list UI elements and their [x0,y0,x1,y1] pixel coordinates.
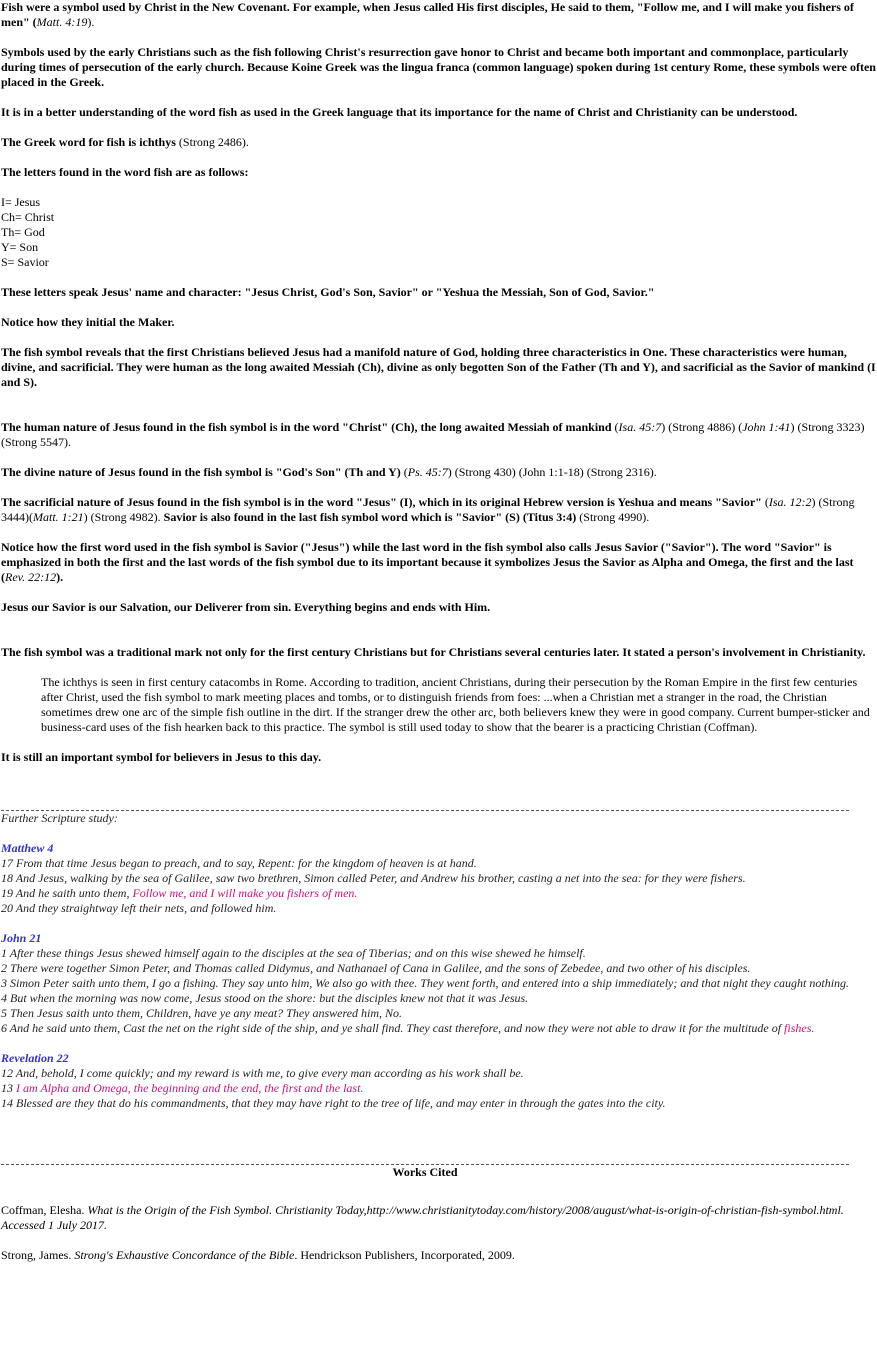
verse: 14 Blessed are they that do his commandments, that they may have right to the tree of life, and may enter in through the gates into the city. [1,1096,666,1110]
scripture-title-john: John 21 [1,931,42,945]
scripture-block-revelation [1,1051,877,1111]
paragraph-intro: Fish were a symbol used by Christ in the New Covenant. For example, when Jesus called His first disciples, He said to them, "Follow me, and I will make you fishers of men" (Matt. 4:19). [1,0,854,29]
strong-ref: (Strong 2486). [178,135,249,149]
paragraph-alpha-omega: Notice how the first word used in the fish symbol is Savior ("Jesus") while the last word in the fish symbol also calls Jesus Savior ("Savior"). The word "Savior" is emphasized in both the first and the last words of the fish symbol due to its important because it symbolizes Jesus the Savior as Alpha and Omega, the first and the last (Rev. 22:12). [1,540,854,584]
scripture-ref: Isa. 45:7 [618,420,662,434]
verse: 1 After these things Jesus shewed himself again to the disciples at the sea of Tiberias; and on this wise shewed he himself. [1,946,586,960]
verse: 5 Then Jesus saith unto them, Children, have ye any meat? They answered him, No. [1,1006,403,1020]
paragraph-greek-understanding: It is in a better understanding of the word fish as used in the Greek language that its importance for the name of Christ and Christianity can be understood. [1,105,798,119]
letters-list [1,195,877,270]
paragraph-symbols: Symbols used by the early Christians such as the fish following Christ's resurrection gave honor to Christ and became both important and commonplace, particularly during times of persecution of the early church. Because Koine Greek was the lingua franca (common language) spoken during 1st century Rome, these symbols were often placed in the Greek. [1,45,876,89]
verse: 12 And, behold, I come quickly; and my reward is with me, to give every man according as his work shall be. [1,1066,524,1080]
scripture-ref: Matt. 4:19 [36,15,88,29]
letter-item: I= Jesus [1,195,41,209]
highlighted-verse: Follow me, and I will make you fishers of men. [132,886,358,900]
verse: 2 There were together Simon Peter, and Thomas called Didymus, and Nathanael of Cana in Galilee, and the sons of Zebedee, and two other of his disciples. [1,961,751,975]
verse: 4 But when the morning was now come, Jesus stood on the shore: but the disciples knew not that it was Jesus. [1,991,529,1005]
citation-strong: Strong, James. Strong's Exhaustive Concordance of the Bible. Hendrickson Publishers, Incorporated, 2009. [1,1248,515,1262]
verse: 20 And they straightway left their nets, and followed him. [1,901,277,915]
scripture-ref: Matt. 1:21 [33,510,84,524]
verse: 13 I am Alpha and Omega, the beginning and the end, the first and the last. [1,1081,364,1095]
paragraph-manifold-nature: The fish symbol reveals that the first Christians believed Jesus had a manifold nature of God, holding three characteristics in One. These characteristics were human, divine, and sacrificial. They were human as the long awaited Messiah (Ch), divine as only begotten Son of the Father (Th and Y), and sacrificial as the Savior of mankind (I and S). [1,345,876,389]
paragraph-salvation: Jesus our Savior is our Salvation, our Deliverer from sin. Everything begins and ends with Him. [1,600,491,614]
scripture-ref: Isa. 12:2 [768,495,812,509]
letter-item: Ch= Christ [1,210,55,224]
highlighted-verse: I am Alpha and Omega, the beginning and the end, the first and the last. [16,1081,364,1095]
paragraph-initial-maker: Notice how they initial the Maker. [1,315,175,329]
blockquote-coffman: The ichthys is seen in first century catacombs in Rome. According to tradition, ancient Christians, during their persecution by the Roman Empire in the first few centuries after Christ, used the fish symbol to mark meeting places and tombs, or to distinguish friends from foes: ...when a Christian met a stranger in the road, the Christian sometimes drew one arc of the simple fish outline in the dirt. If the stranger drew the other arc, both believers knew they were in good company. Current bumper-sticker and business-card uses of the fish hearken back to this practice. The symbol is still used today to show that the bearer is a practicing Christian (Coffman). [41,675,870,734]
paragraph-greek-word: The Greek word for fish is ichthys (Strong 2486). [1,135,249,149]
scripture-ref: John 1:41 [742,420,791,434]
scripture-title-revelation: Revelation 22 [1,1051,69,1065]
citation-coffman: Coffman, Elesha. What is the Origin of the Fish Symbol. Christianity Today,http://www.christianitytoday.com/history/2008/august/what-is-origin-of-christian-fish-symbol.html. Accessed 1 July 2017. [1,1203,844,1232]
verse: 3 Simon Peter saith unto them, I go a fishing. They say unto him, We also go with thee. They went forth, and entered into a ship immediately; and that night they caught nothing. [1,976,850,990]
verse: 6 And he said unto them, Cast the net on the right side of the ship, and ye shall find. They cast therefore, and now they were not able to draw it for the multitude of fishes. [1,1021,815,1035]
letter-item: S= Savior [1,255,49,269]
scripture-ref: Ps. 45:7 [407,465,448,479]
scripture-ref: Rev. 22:12 [5,570,57,584]
scripture-block-matthew [1,841,877,916]
paragraph-traditional-mark: The fish symbol was a traditional mark not only for the first century Christians but for Christians several centuries later. It stated a person's involvement in Christianity. [1,645,866,659]
paragraph-divine-nature: The divine nature of Jesus found in the fish symbol is "God's Son" (Th and Y) (Ps. 45:7) (Strong 430) (John 1:1-18) (Strong 2316). [1,465,657,479]
highlighted-verse: fishes. [784,1021,815,1035]
further-heading: Further Scripture study: [1,811,118,825]
letter-item: Th= God [1,225,45,239]
scripture-title-matthew: Matthew 4 [1,841,54,855]
verse: 17 From that time Jesus began to preach, and to say, Repent: for the kingdom of heaven is at hand. [1,856,477,870]
verse: 19 And he saith unto them, Follow me, and I will make you fishers of men. [1,886,358,900]
paragraph-sacrificial-nature: The sacrificial nature of Jesus found in the fish symbol is in the word "Jesus" (I), which in its original Hebrew version is Yeshua and means "Savior" (Isa. 12:2) (Strong 3444)(Matt. 1:21) (Strong 4982). Savior is also found in the last fish symbol word which is "Savior" (S) (Titus 3:4) (Strong 4990). [1,495,855,524]
scripture-block-john [1,931,877,1036]
letter-item: Y= Son [1,240,39,254]
paragraph-letters-intro: The letters found in the word fish are as follows: [1,165,249,179]
verse: 18 And Jesus, walking by the sea of Galilee, saw two brethren, Simon called Peter, and Andrew his brother, casting a net into the sea: for they were fishers. [1,871,746,885]
further-scripture [1,811,877,1111]
paragraph-name-character: These letters speak Jesus' name and character: "Jesus Christ, God's Son, Savior" or "Yeshua the Messiah, Son of God, Savior." [1,285,655,299]
works-cited-heading: Works Cited [392,1165,458,1179]
paragraph-still-important: It is still an important symbol for believers in Jesus to this day. [1,750,322,764]
paragraph-human-nature: The human nature of Jesus found in the fish symbol is in the word "Christ" (Ch), the long awaited Messiah of mankind (Isa. 45:7) (Strong 4886) (John 1:41) (Strong 3323) (Strong 5547). [1,420,865,449]
